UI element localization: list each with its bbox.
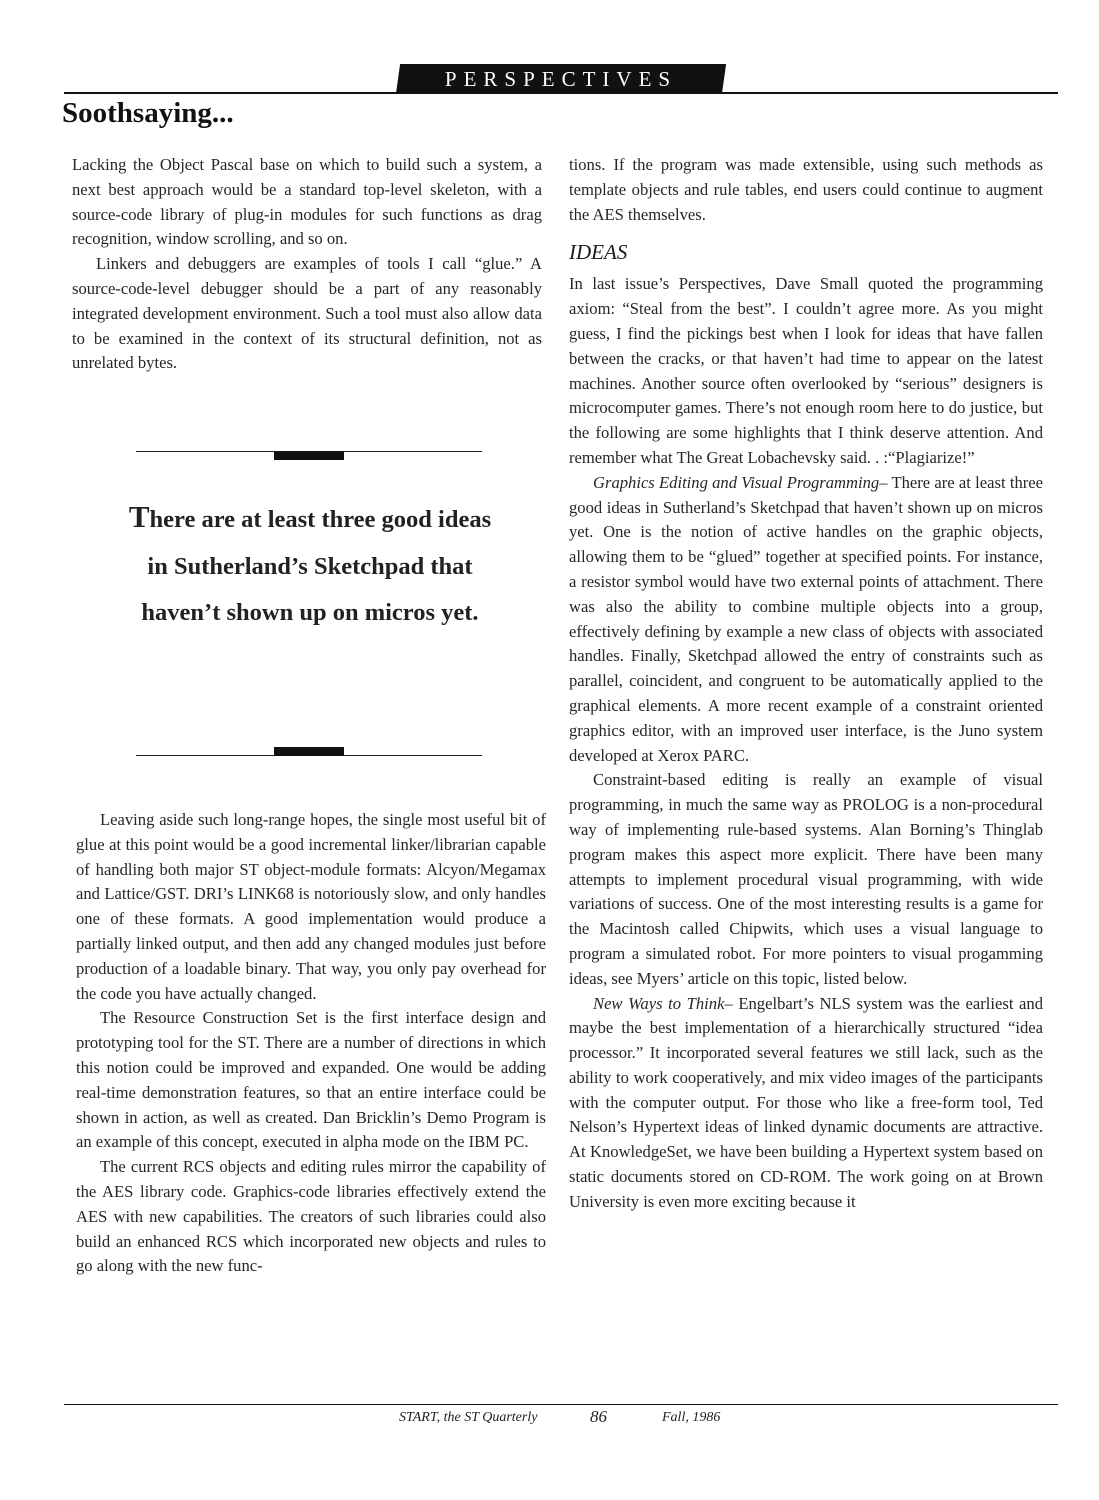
left-column-top [72,153,542,376]
paragraph [569,471,1043,769]
paragraph: The current RCS objects and editing rules mirror the capability of the AES library code. Graphics-code libraries effectively extend the AES with new capabilities. The creators of such libraries could also build an enhanced RCS which incorporated new objects and rules to go along with the new func- [76,1157,546,1276]
page-number: 86 [590,1407,607,1426]
pull-quote-bottom-bar [274,747,344,756]
paragraph: tions. If the program was made extensible, using such methods as template objects and rule tables, end users could continue to augment the AES themselves. [569,155,1043,224]
paragraph: Constraint-based editing is really an example of visual programming, in much the same way as PROLOG is a non-procedural way of implementing rule-based systems. Alan Borning’s Thinglab program makes this aspect more explicit. There have been many attempts to implement procedural visual programming, with wide variations of success. One of the most interesting results is a game for the Macintosh called Chipwits, which uses a visual language to program a simulated robot. For more pointers to visual progamming ideas, see Myers’ article on this topic, listed below. [569,770,1043,988]
paragraph [569,992,1043,1215]
pull-quote [120,494,500,637]
paragraph: Lacking the Object Pascal base on which to build such a system, a next best approach would be a standard top-level skeleton, with a source-code library of plug-in modules for such functions as drag recognition, window scrolling, and so on. [72,155,542,249]
paragraph: Linkers and debuggers are examples of tools I call “glue.” A source-code-level debugger should be a part of any reasonably integrated development environment. Such a tool must also allow data to be examined in the context of its structural definition, not as unrelated bytes. [72,254,542,373]
run-in-heading: New Ways to Think– [593,993,733,1013]
article-title: Soothsaying... [62,97,234,129]
section-tab [396,64,726,94]
footer-rule [64,1404,1058,1405]
section-heading: IDEAS [569,240,628,265]
paragraph-text: There are at least three good ideas in Sutherland’s Sketchpad that haven’t shown up on micros yet. One is the notion of active handles on the graphic objects, allowing them to be “glued” together at specified points. For instance, a resistor symbol would have two external points of attachment. There was also the ability to combine multiple objects into a group, effectively defining by example a new class of objects with associated handles. Finally, Sketchpad allowed the entry of constraints such as parallel, coincident, and congruent to be automatically applied to the graphical elements. A more recent example of a constraint oriented graphics editor, with an improved user interface, is the Juno system developed at Xerox PARC. [569,472,1043,765]
pull-quote-text: here are at least three good ideas in Sutherland’s Sketchpad that haven’t shown up on micros yet. [141,506,492,626]
run-in-heading: Graphics Editing and Visual Programming– [593,472,888,492]
right-column [569,153,1043,1215]
pull-quote-top-bar [274,451,344,460]
pull-quote-initial: T [128,499,150,534]
footer-publication: START, the ST Quarterly [399,1410,538,1425]
paragraph: The Resource Construction Set is the first interface design and prototyping tool for the ST. There are a number of directions in which this notion could be improved and expanded. One would be adding real-time demonstration features, so that an entire interface could be shown in action, as well as created. Dan Bricklin’s Demo Program is an example of this concept, executed in alpha mode on the IBM PC. [76,1008,546,1152]
paragraph: Leaving aside such long-range hopes, the single most useful bit of glue at this point would be a good incremental linker/librarian capable of handling both major ST object-module formats: Alcyon/Megamax and Lattice/GST. DRI’s LINK68 is notoriously slow, and only handles one of these formats. A good implementation would produce a partially linked output, and then add any changed modules just before production of a loadable binary. That way, you only pay overhead for the code you have actually changed. [76,810,546,1003]
left-column-bottom [76,808,546,1279]
paragraph-text: Engelbart’s NLS system was the earliest and maybe the best implementation of a hierarchically structured “idea processor.” It incorporated several features we still lack, such as the ability to work cooperatively, and mix video images of the participants with the computer output. For those who like a free-form tool, Ted Nelson’s Hypertext ideas of linked dynamic documents are attractive. At KnowledgeSet, we have been building a Hypertext system based on static documents stored on CD-ROM. The work going on at Brown University is even more exciting because it [569,993,1044,1211]
paragraph: In last issue’s Perspectives, Dave Small quoted the programming axiom: “Steal from the best”. I couldn’t agree more. As you might guess, I find the pickings best when I look for ideas that have fallen between the cracks, or that haven’t had time to appear on the latest machines. Another source often overlooked by “serious” designers is microcomputer games. There’s not enough room here to do justice, but the following are some highlights that I think deserve attention. And remember what The Great Lobachevsky said. . :“Plagiarize!” [569,274,1043,467]
section-label: PERSPECTIVES [444,67,678,91]
footer-date: Fall, 1986 [662,1410,721,1425]
